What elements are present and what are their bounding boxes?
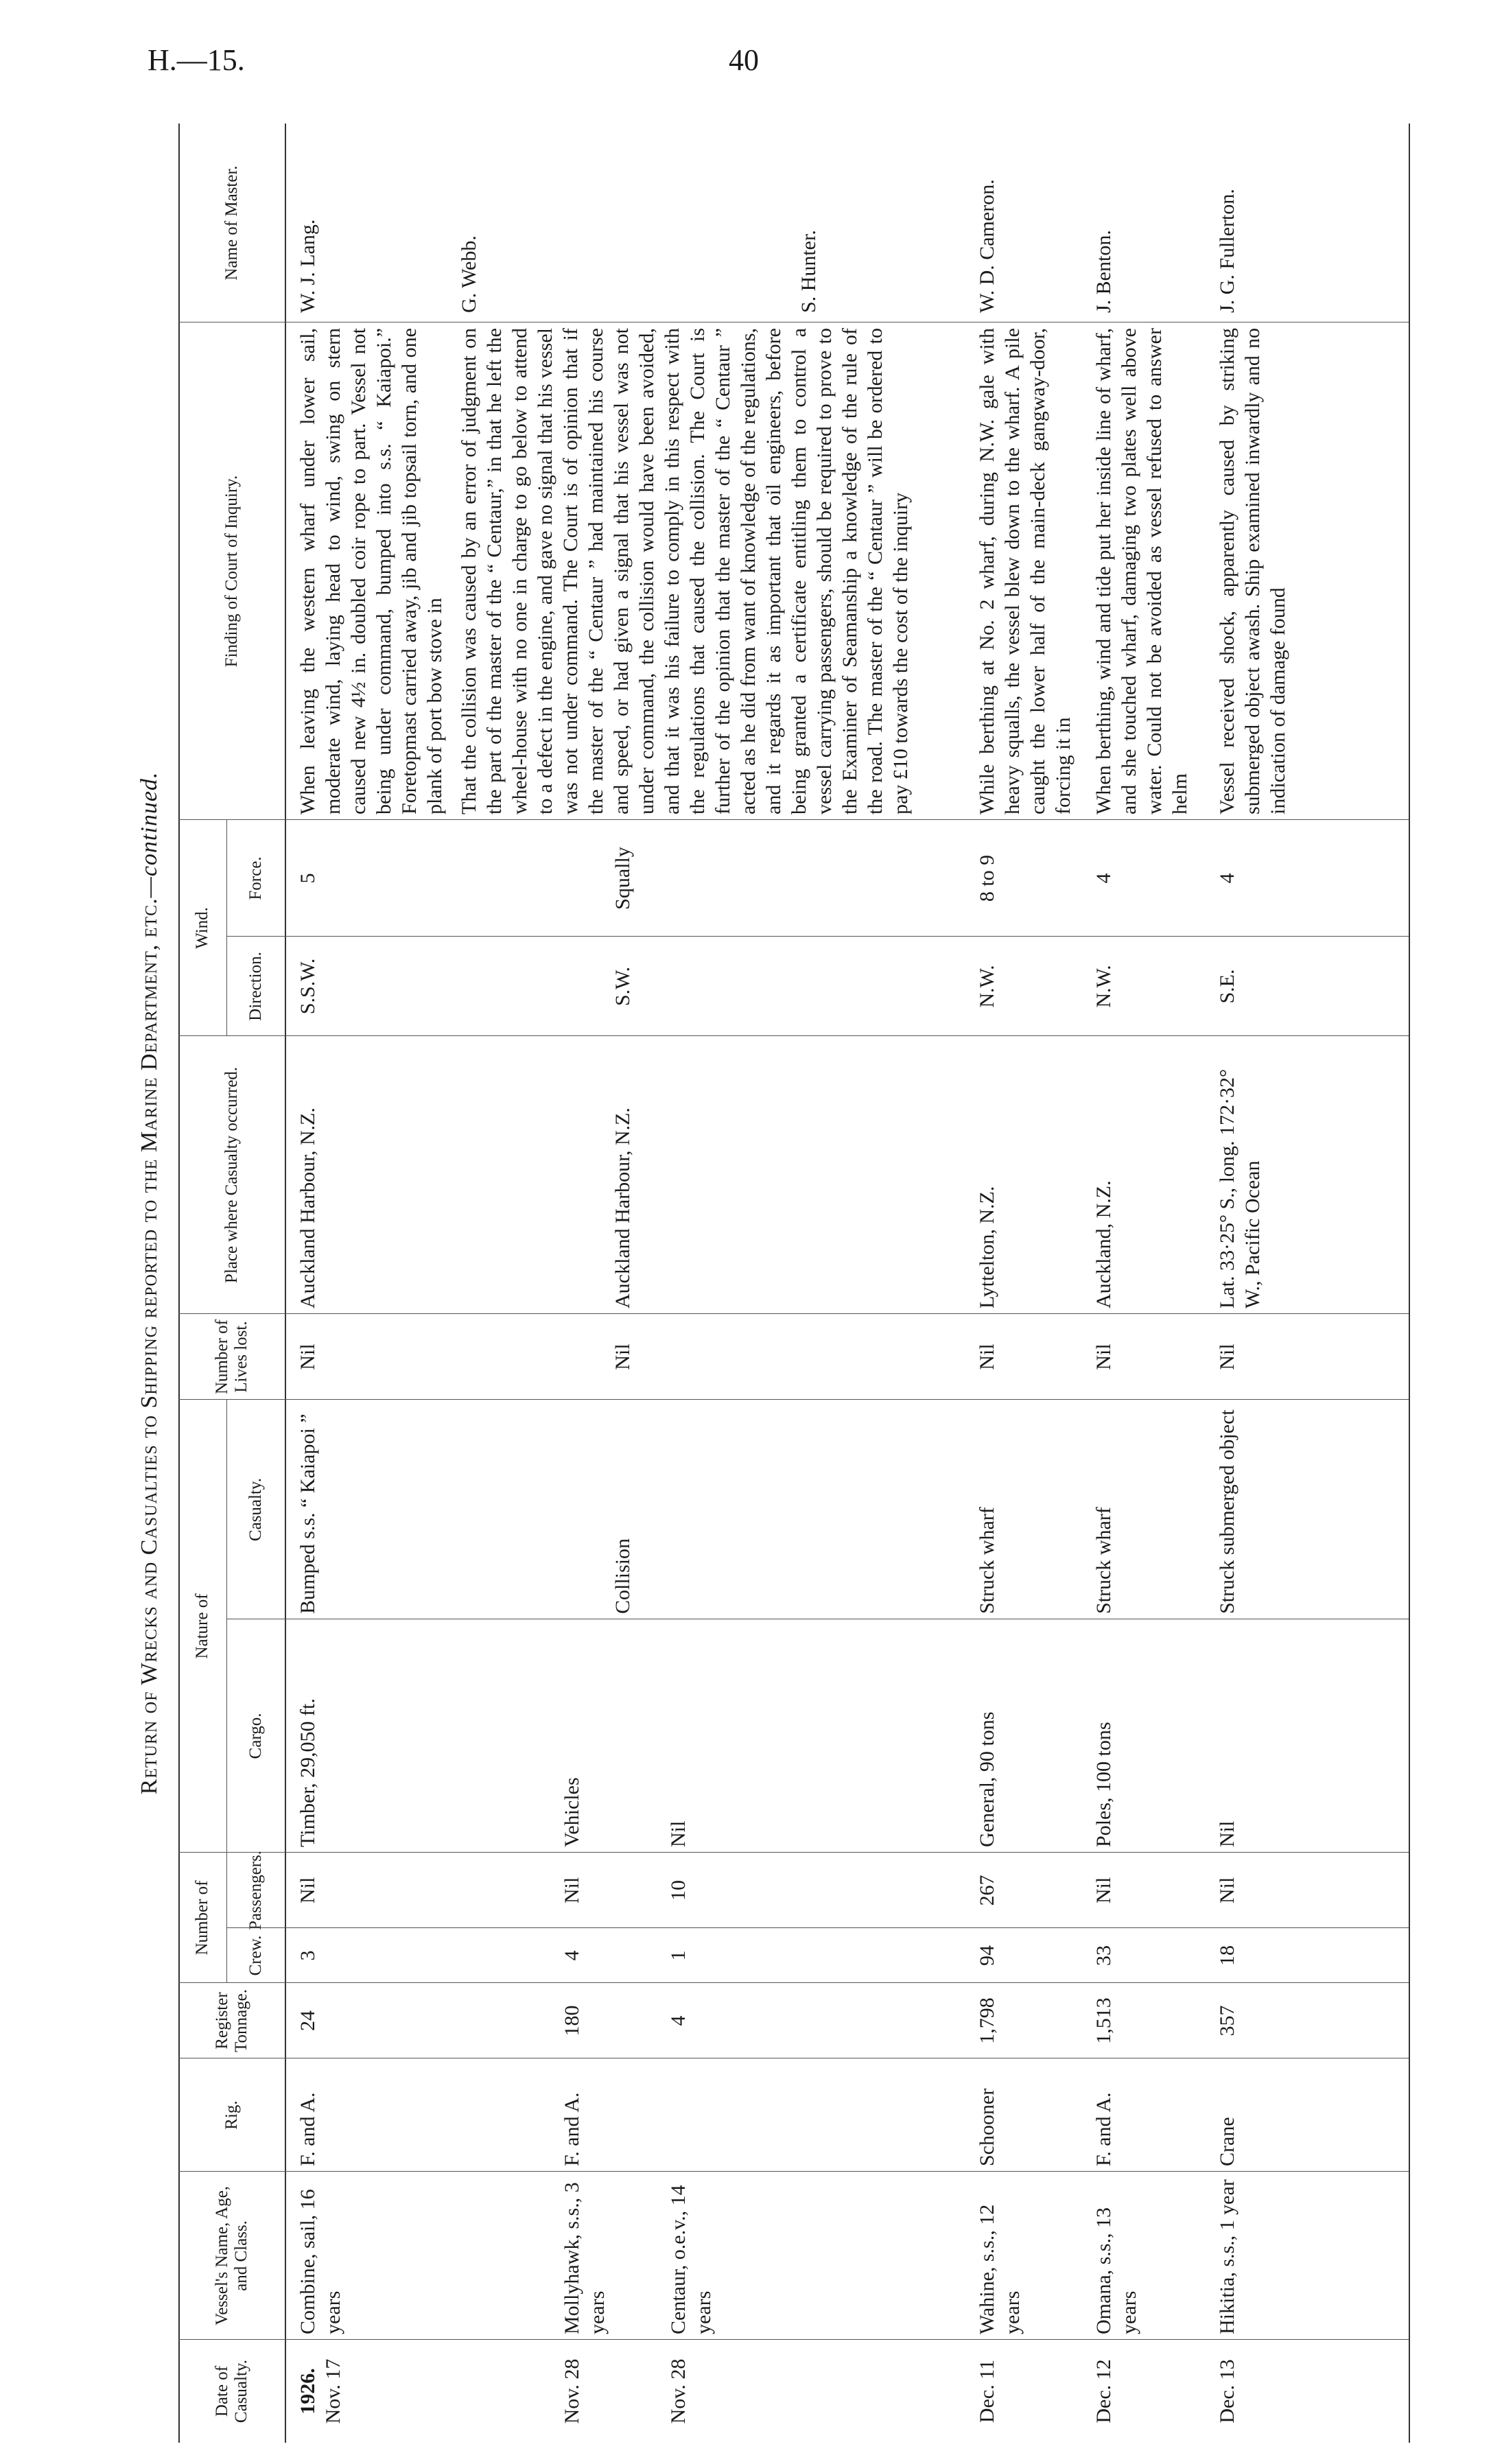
date-cell <box>295 2340 346 2443</box>
casualty-cell: Bumped s.s. “ Kaiapoi ” <box>296 1413 319 1614</box>
table-title-main: Return of Wrecks and Casualties to Shipping reported to the Marine Department, etc. <box>137 897 162 1795</box>
header-vessel: Vessel's Name, Age, and Class. <box>212 2185 250 2326</box>
cargo-cell: Nil <box>1216 1820 1238 1847</box>
place-cell: Lat. 33·25° S., long. 172·32° W., Pacific Ocean <box>1216 1069 1264 1309</box>
wind-force-cell: 4 <box>1092 873 1115 884</box>
place-cell: Auckland Harbour, N.Z. <box>296 1107 319 1309</box>
passengers-cell: Nil <box>1216 1877 1238 1904</box>
date-cell: Dec. 13 <box>1216 2359 1238 2424</box>
header-wind-direction: Direction. <box>246 952 265 1021</box>
wind-force-cell: 5 <box>296 873 319 884</box>
vessel-cell: Omana, s.s., 13 years <box>1092 2207 1140 2334</box>
vessel-cell: Mollyhawk, s.s., 3 years <box>561 2182 609 2334</box>
passengers-cell: 10 <box>667 1880 690 1901</box>
date-value: Nov. 17 <box>322 2358 344 2424</box>
casualty-cell: Collision <box>611 1538 634 1614</box>
master-cell: W. J. Lang. <box>296 219 319 313</box>
cargo-cell: Poles, 100 tons <box>1092 1722 1115 1847</box>
crew-cell: 94 <box>976 1945 998 1966</box>
finding-cell: When leaving the western wharf under lower sail, moderate wind, laying head to wind, swing on stern caused new 4½ in. doubled coir rope to part. Vessel not being under command, bumped into s.s. “ Kaiapoi.” Foretopmast carried away, jib and jib topsail torn, and one plank of port bow stove in <box>296 328 446 814</box>
vessel-cell: Centaur, o.e.v., 14 years <box>667 2185 715 2334</box>
header-wind: Wind. <box>193 907 211 949</box>
vessel-cell: Wahine, s.s., 12 years <box>976 2204 1024 2334</box>
header-date: Date of Casualty. <box>212 2359 250 2424</box>
rig-cell: F. and A. <box>561 2092 583 2166</box>
cargo-cell: Nil <box>667 1820 690 1847</box>
crew-cell: 1 <box>667 1950 690 1961</box>
lives-cell: Nil <box>611 1344 634 1370</box>
header-master: Name of Master. <box>222 165 241 281</box>
wind-force-cell: Squally <box>611 847 634 910</box>
header-rig: Rig. <box>222 2100 241 2130</box>
wind-direction-cell: N.W. <box>976 965 998 1008</box>
header-finding: Finding of Court of Inquiry. <box>222 475 241 668</box>
passengers-cell: Nil <box>296 1877 319 1904</box>
header-casualty: Casualty. <box>246 1477 265 1542</box>
date-cell: Dec. 12 <box>1092 2359 1115 2424</box>
passengers-cell: 267 <box>976 1875 998 1906</box>
wind-direction-cell: S.S.W. <box>296 958 319 1015</box>
page-code: H.—15. <box>148 43 245 77</box>
casualty-cell: Struck wharf <box>976 1507 998 1614</box>
master-cell: S. Hunter. <box>797 230 820 313</box>
finding-cell: While berthing at No. 2 wharf, during N.W. gale with heavy squalls, the vessel blew down to the wharf. A pile caught the lower half of the main-deck gangway-door, forcing it in <box>976 328 1075 814</box>
place-cell: Lyttelton, N.Z. <box>976 1186 998 1309</box>
header-bottom-rule <box>285 124 286 2443</box>
rig-cell: F. and A. <box>296 2092 319 2166</box>
vessel-cell: Hikitia, s.s., 1 year <box>1216 2179 1238 2334</box>
date-year: 1926. <box>296 2368 319 2415</box>
master-cell: J. G. Fullerton. <box>1216 189 1238 313</box>
header-number-of: Number of <box>193 1880 211 1956</box>
casualty-cell: Struck wharf <box>1092 1507 1115 1614</box>
date-cell: Nov. 28 <box>667 2358 690 2424</box>
cargo-cell: General, 90 tons <box>976 1711 998 1847</box>
rig-cell: Schooner <box>976 2088 998 2166</box>
finding-cell: Vessel received shock, apparently caused by striking submerged object awash. Ship examined inwardly and no indication of damage found <box>1216 328 1289 814</box>
tonnage-cell: 1,798 <box>976 1997 998 2044</box>
place-cell: Auckland Harbour, N.Z. <box>611 1107 634 1309</box>
casualty-cell: Struck submerged object <box>1216 1409 1238 1614</box>
casualty-table <box>178 124 1410 2443</box>
tonnage-cell: 24 <box>296 2010 319 2031</box>
date-cell: Nov. 28 <box>561 2358 583 2424</box>
header-subrule-wind <box>226 820 227 1036</box>
header-cargo: Cargo. <box>246 1713 265 1759</box>
header-subrule-nature <box>226 1400 227 1853</box>
tonnage-cell: 4 <box>667 2015 690 2026</box>
crew-cell: 18 <box>1216 1945 1238 1966</box>
table-bottom-rule <box>1409 124 1410 2443</box>
page-number: 40 <box>729 43 759 77</box>
header-place: Place where Casualty occurred. <box>222 1066 241 1284</box>
place-cell: Auckland, N.Z. <box>1092 1180 1115 1309</box>
header-nature-of: Nature of <box>193 1593 211 1659</box>
header-lives-lost: Number of Lives lost. <box>212 1319 250 1394</box>
master-cell: G. Webb. <box>458 235 480 313</box>
lives-cell: Nil <box>976 1344 998 1370</box>
passengers-cell: Nil <box>1092 1877 1115 1904</box>
wind-direction-cell: N.W. <box>1092 965 1115 1008</box>
cargo-cell: Timber, 29,050 ft. <box>296 1698 319 1847</box>
vessel-cell: Combine, sail, 16 years <box>296 2189 344 2334</box>
table-title-suffix: —continued. <box>137 771 162 898</box>
lives-cell: Nil <box>1216 1344 1238 1370</box>
master-cell: W. D. Cameron. <box>976 179 998 313</box>
rig-cell: F. and A. <box>1092 2092 1115 2166</box>
crew-cell: 4 <box>561 1950 583 1961</box>
master-cell: J. Benton. <box>1092 230 1115 313</box>
finding-cell: When berthing, wind and tide put her inside line of wharf, and she touched wharf, damaging two plates well above water. Could not be avoided as vessel refused to answer helm <box>1092 328 1191 814</box>
crew-cell: 3 <box>296 1950 319 1961</box>
date-cell: Dec. 11 <box>976 2359 998 2424</box>
wind-direction-cell: S.E. <box>1216 969 1238 1004</box>
wind-force-cell: 8 to 9 <box>976 854 998 902</box>
header-tonnage: Register Tonnage. <box>212 1989 250 2052</box>
finding-cell: That the collision was caused by an error of judgment on the part of the master of the “ Centaur,” in that he left the wheel-house with no one in charge to go below to attend to a defect in the engine, and gave no signal that his vessel was not under command. The Court is of opinion that if the master of the “ Centaur ” had maintained his course and speed, or had given a signal that his vessel was not under command, the collision would have been avoided, and that it was his failure to comply in this respect with the regulations that caused the collision. The Court is further of the opinion that the master of the “ Centaur ” acted as he did from want of knowledge of the regulations, and it regards it as important that oil engineers, before being granted a certificate entitling them to control a vessel carrying passengers, should be required to prove to the Examiner of Seamanship a knowledge of the rule of the road. The master of the “ Centaur ” will be ordered to pay £10 towards the cost of the inquiry <box>458 328 912 814</box>
lives-cell: Nil <box>1092 1344 1115 1370</box>
header-crew: Crew. <box>246 1935 265 1976</box>
lives-cell: Nil <box>296 1344 319 1370</box>
table-title <box>130 124 168 2443</box>
wind-direction-cell: S.W. <box>611 966 634 1007</box>
header-passengers: Passengers. <box>246 1851 265 1930</box>
tonnage-cell: 180 <box>561 2005 583 2037</box>
wind-force-cell: 4 <box>1216 873 1238 884</box>
header-wind-force: Force. <box>246 856 265 900</box>
rig-cell: Crane <box>1216 2117 1238 2166</box>
rotated-table-page <box>130 124 1413 2443</box>
tonnage-cell: 357 <box>1216 2005 1238 2037</box>
cargo-cell: Vehicles <box>561 1777 583 1847</box>
tonnage-cell: 1,513 <box>1092 1997 1115 2044</box>
crew-cell: 33 <box>1092 1945 1115 1966</box>
passengers-cell: Nil <box>561 1877 583 1904</box>
header-subrule-number <box>226 1853 227 1983</box>
